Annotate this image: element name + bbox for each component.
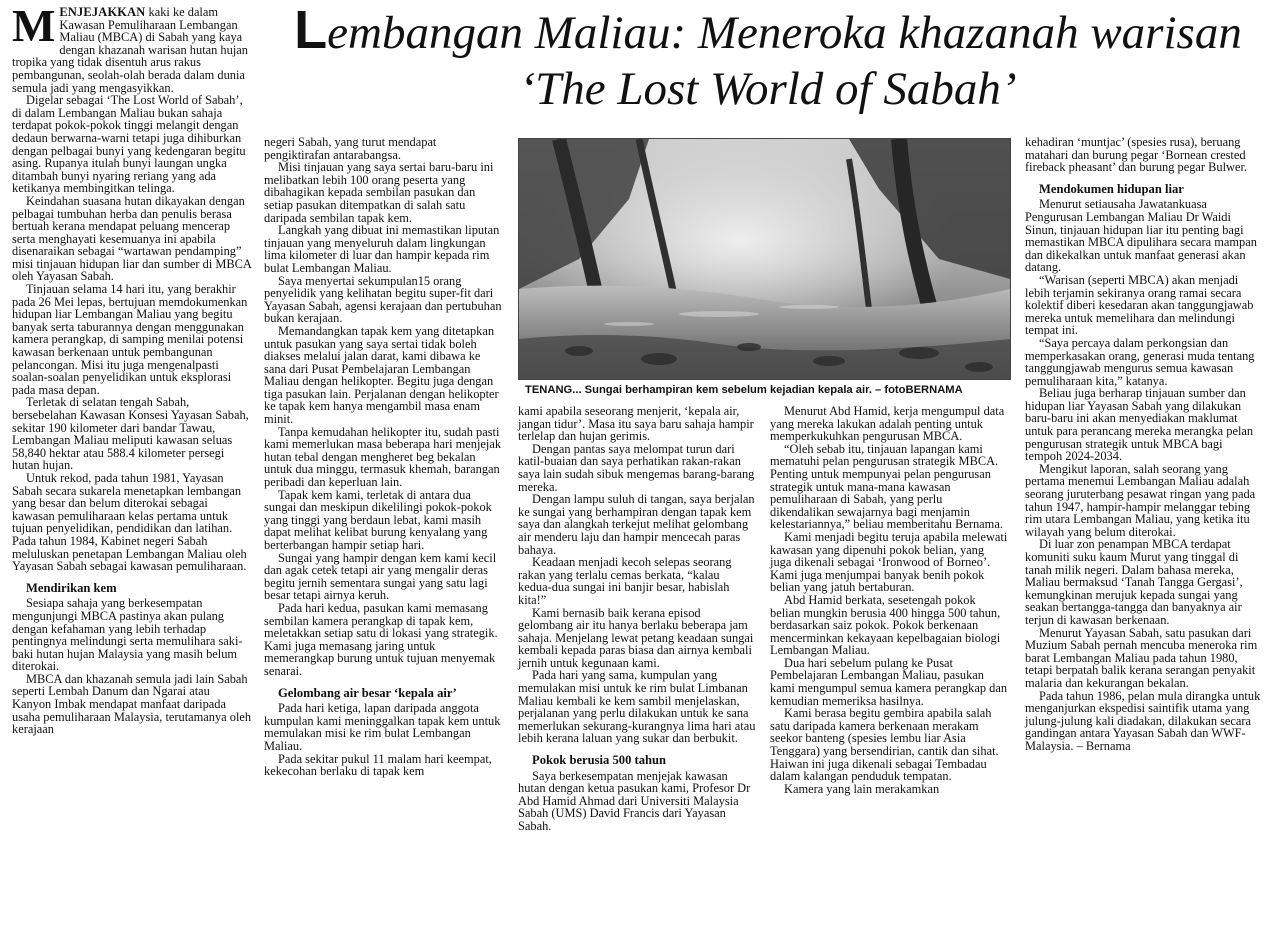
paragraph: “Oleh sebab itu, tinjauan lapangan kami mematuhi pelan pengurusan strategik MBCA. Penting untuk mempunyai pelan pengurusan strategik untuk mana-mana kawasan pemuliharaan di Sabah, yang perlu dikendalikan sewajarnya bagi menjamin kelestariannya,” beliau memberitahu Bernama. bbox=[770, 441, 1003, 532]
column-3 bbox=[518, 405, 756, 833]
subheading: Mendirikan kem bbox=[26, 580, 117, 595]
paragraph: Keadaan menjadi kecoh selepas seorang rakan yang terlalu cemas berkata, “kalau kedua-dua sungai ini banjir besar, habislah kita!” bbox=[518, 555, 732, 607]
paragraph: Kami berasa begitu gembira apabila salah satu daripada kamera berkenaan merakam seekor banteng (spesies lembu liar Asia Tenggara) yang bersendirian, cantik dan sihat. Haiwan ini juga dikenali sebagai Tembadau dalam kalangan penduduk tempatan. bbox=[770, 706, 999, 784]
column-5 bbox=[1025, 136, 1261, 753]
paragraph: Dua hari sebelum pulang ke Pusat Pembelajaran Lembangan Maliau, pasukan kami mengumpul semua kamera perangkap dan kemudian memeriksa hasilnya. bbox=[770, 655, 1008, 708]
paragraph: kehadiran ‘muntjac’ (spesies rusa), beruang matahari dan burung pegar ‘Bornean crested fireback pheasant’ dan burung pegar Bulwer. bbox=[1025, 135, 1248, 175]
paragraph: Pada hari ketiga, lapan daripada anggota kumpulan kami meninggalkan tapak kem untuk memulakan misi ke rim bulat Lembangan Maliau. bbox=[264, 701, 501, 753]
drop-cap: M bbox=[12, 0, 56, 51]
paragraph: Keindahan suasana hutan dikayakan dengan pelbagai tumbuhan herba dan penulis berasa bertuah kerana mendapat peluang mencerap serta menghayati kesemuanya ini apabila disenaraikan sebagai “wartawan pendamping” misi tinjauan hidupan liar dan sumber di MBCA oleh Yayasan Sabah. bbox=[12, 193, 252, 284]
paragraph: MBCA dan khazanah semula jadi lain Sabah seperti Lembah Danum dan Ngarai atau Kanyon Imbak mendapat manfaat daripada usaha pemuliharaan Malaysia, terutamanya oleh kerajaan bbox=[12, 671, 252, 737]
paragraph: Langkah yang dibuat ini memastikan liputan tinjauan yang menyeluruh dalam lingkungan lima kilometer di luar dan hampir kepada rim bulat Lembangan Maliau. bbox=[264, 223, 500, 275]
paragraph: Sesiapa sahaja yang berkesempatan mengunjungi MBCA pastinya akan pulang dengan kefahaman yang lebih terhadap pentingnya melindungi serta memulihara saki-baki hutan hujan Malaysia yang masih belum diterokai. bbox=[12, 596, 243, 674]
paragraph: Sungai yang hampir dengan kem kami kecil dan agak cetek tetapi air yang mengalir deras begitu jernih sementara sungai yang satu lagi besar tetapi airnya keruh. bbox=[264, 550, 497, 603]
paragraph: Kami menjadi begitu teruja apabila melewati kawasan yang dipenuhi pokok belian, yang juga dikenali sebagai ‘Ironwood of Borneo’. Kami juga menjumpai banyak benih pokok belian yang jatuh bertaburan. bbox=[770, 529, 1008, 595]
paragraph: Pada hari yang sama, kumpulan yang memulakan misi untuk ke rim bulat Limbanan Maliau kembali ke kem sambil menjelaskan, perjalanan yang perlu dilakukan untuk ke sana memerlukan sekurang-kurangnya lima hari atau lebih kerana laluan yang sukar dan berbukit. bbox=[518, 668, 756, 746]
headline bbox=[283, 2, 1253, 117]
subheading: Mendokumen hidupan liar bbox=[1039, 181, 1184, 196]
paragraph: Saya menyertai sekumpulan15 orang penyelidik yang kelihatan begitu super-fit dari Yayasan Sabah, agensi kerajaan dan pertubuhan bukan kerajaan. bbox=[264, 273, 502, 326]
paragraph: Pada tahun 1986, pelan mula dirangka untuk menganjurkan ekspedisi saintifik utama yang julung-julung kali diadakan, dilakukan secara gandingan antara Yayasan Sabah dan WWF-Malaysia. – Bernama bbox=[1025, 688, 1261, 753]
column-1 bbox=[12, 0, 252, 737]
paragraph: Terletak di selatan tengah Sabah, bersebelahan Kawasan Konsesi Yayasan Sabah, sekitar 190 kilometer dari bandar Tawau, Lembangan Maliau meliputi kawasan seluas 58,840 hektar atau 588.4 kilometer persegi hutan hujan. bbox=[12, 395, 249, 473]
paragraph: Misi tinjauan yang saya sertai baru-baru ini melibatkan lebih 100 orang peserta yang dibahagikan kepada sembilan pasukan dan setiap pasukan ditempatkan di salah satu daripada sembilan tapak kem. bbox=[264, 160, 494, 225]
paragraph: Beliau juga berharap tinjauan sumber dan hidupan liar Yayasan Sabah yang dilakukan baru-baru ini akan menyediakan maklumat untuk para perancang mereka merangka pelan pengurusan strategik untuk MBCA bagi tempoh 2024-2034. bbox=[1025, 386, 1254, 464]
paragraph: Kami bernasib baik kerana episod gelombang air itu hanya berlaku beberapa jam sahaja. Menjelang lewat petang keadaan sungai kembali kepada paras biasa dan airnya kembali jernih untuk kegunaan kami. bbox=[518, 605, 754, 670]
paragraph: Memandangkan tapak kem yang ditetapkan untuk pasukan yang saya sertai tidak boleh diakses melalui jalan darat, kami dibawa ke sana dari Pusat Pembelajaran Lembangan Maliau dengan helikopter. Begitu juga dengan tiga pasukan lain. Perjalanan dengan helikopter ke tapak kem hanya mengambil masa enam minit. bbox=[264, 323, 499, 427]
paragraph: Dengan lampu suluh di tangan, saya berjalan ke sungai yang berhampiran dengan tapak kem saya dan alangkah terkejut melihat gelombang air menderu laju dan hampir mencecah paras bahaya. bbox=[518, 492, 755, 557]
photo-caption: TENANG... Sungai berhampiran kem sebelum kejadian kepala air. – fotoBERNAMA bbox=[525, 384, 963, 396]
paragraph: Menurut Yayasan Sabah, satu pasukan dari Muzium Sabah pernah mencuba meneroka rim barat Lembangan Maliau pada tahun 1980, tetapi berpatah balik kerana serangan penyakit malaria dan kekurangan bekalan. bbox=[1025, 625, 1258, 690]
paragraph: Menurut Abd Hamid, kerja mengumpul data yang mereka lakukan adalah penting untuk memperkukuhkan pengurusan MBCA. bbox=[770, 404, 1005, 444]
lead-paragraph bbox=[12, 0, 252, 95]
paragraph: Untuk rekod, pada tahun 1981, Yayasan Sabah secara sukarela menetapkan lembangan yang besar dan belum diterokai sebagai kawasan pemuliharaan kelas pertama untuk tujuan penyelidikan, pendidikan dan latihan. Pada tahun 1984, Kabinet negeri Sabah meluluskan penetapan Lembangan Maliau oleh Yayasan Sabah sebagai kawasan pemuliharaan. bbox=[12, 470, 247, 574]
headline-text: embangan Maliau: Meneroka khazanah warisan ‘The Lost World of Sabah’ bbox=[327, 7, 1242, 115]
subheading: Gelombang air besar ‘kepala air’ bbox=[278, 685, 457, 700]
forest-river-image bbox=[519, 139, 1010, 379]
paragraph: Tapak kem kami, terletak di antara dua sungai dan meskipun dikelilingi pokok-pokok yang tinggi yang berdaun lebat, kami masih dapat melihat kelibat burung kenyalang yang berterbangan hampir setiap hari. bbox=[264, 487, 492, 552]
paragraph: Pada hari kedua, pasukan kami memasang sembilan kamera perangkap di tapak kem, meletakkan setiap satu di lokasi yang strategik. Kami juga memasang jaring untuk memerangkap burung untuk tujuan menyemak senarai. bbox=[264, 600, 498, 678]
paragraph: “Saya percaya dalam perkongsian dan memperkasakan orang, generasi muda tentang tanggungjawab mengurus semua kawasan pemuliharaan kita,” katanya. bbox=[1025, 335, 1255, 388]
paragraph: Saya berkesempatan menjejak kawasan hutan dengan ketua pasukan kami, Profesor Dr Abd Hamid Ahmad dari Universiti Malaysia Sabah (UMS) David Francis dari Yayasan Sabah. bbox=[518, 768, 751, 833]
paragraph: Digelar sebagai ‘The Lost World of Sabah’, di dalam Lembangan Maliau bukan sahaja terdapat pokok-pokok tinggi melangit dengan dedaun berwarna-warni tetapi juga dihiburkan dengan pelbagai bunyi yang kedengaran begitu asing. Rupanya itulah bunyi laungan ungka ditambah bunyi nyaring reriang yang ada ketikanya membingitkan telinga. bbox=[12, 93, 246, 196]
paragraph: kami apabila seseorang menjerit, ‘kepala air, jangan tidur’. Masa itu saya baru sahaja hampir terlelap dan hujan gerimis. bbox=[518, 404, 754, 444]
lead-text: kaki ke dalam Kawasan Pemuliharaan Lembangan Maliau (MBCA) di Sabah yang kaya dengan khazanah warisan hutan hujan tropika yang tidak disentuh arus rakus pembangunan, seolah-olah berada dalam dunia semula jadi yang mengasyikkan. bbox=[12, 5, 248, 95]
paragraph: negeri Sabah, yang turut mendapat pengiktirafan antarabangsa. bbox=[264, 135, 437, 162]
paragraph: Di luar zon penampan MBCA terdapat komuniti suku kaum Murut yang tinggal di tanah milik negeri. Dalam bahasa mereka, Maliau bermaksud ‘Tanah Tangga Gergasi’, kemungkinan merujuk kepada sungai yang seakan bertangga-tangga dan banyaknya air terjun di kawasan berkenaan. bbox=[1025, 537, 1243, 627]
column-4 bbox=[770, 405, 1008, 795]
paragraph: Menurut setiausaha Jawatankuasa Pengurusan Lembangan Maliau Dr Waidi Sinun, tinjauan hidupan liar itu penting bagi memastikan MBCA dipulihara secara mampan dan dikekalkan untuk manfaat generasi akan datang. bbox=[1025, 197, 1257, 275]
paragraph: Mengikut laporan, salah seorang yang pertama menemui Lembangan Maliau adalah seorang juruterbang pesawat ringan yang pada tahun 1947, hampir-hampir melanggar tebing rim utara Lembangan Maliau, yang ketika itu wilayah yang belum diterokai. bbox=[1025, 461, 1256, 539]
paragraph: Abd Hamid berkata, sesetengah pokok belian mungkin berusia 400 hingga 500 tahun, berdasarkan saiz pokok. Pokok berkenaan mencerminkan kekayaan kepelbagaian biologi Lembangan Maliau. bbox=[770, 592, 1001, 658]
subheading: Pokok berusia 500 tahun bbox=[532, 753, 667, 768]
paragraph: Dengan pantas saya melompat turun dari katil-buaian dan saya perhatikan rakan-rakan saya lain sudah sibuk mengemas barang-barang mereka. bbox=[518, 441, 755, 494]
column-2 bbox=[264, 136, 502, 778]
headline-initial: L bbox=[294, 0, 328, 60]
paragraph: Pada sekitar pukul 11 malam hari keempat, kekecohan berlaku di tapak kem bbox=[264, 751, 492, 779]
paragraph: Tanpa kemudahan helikopter itu, sudah pasti kami memerlukan masa beberapa hari menjejak hutan tebal dengan mengheret beg bekalan untuk dua minggu, termasuk khemah, barangan peribadi dan keperluan lain. bbox=[264, 424, 502, 490]
river-photo bbox=[518, 138, 1011, 380]
paragraph: Tinjauan selama 14 hari itu, yang berakhir pada 26 Mei lepas, bertujuan memdokumenkan hidupan liar Lembangan Maliau yang begitu banyak serta taburannya dengan menggunakan kamera perangkap, di samping menilai potensi kawasan berkenaan untuk pembangunan pelancongan. Misi itu juga mengenalpasti soalan-soalan penyelidikan untuk eksplorasi pada masa depan. bbox=[12, 282, 248, 397]
paragraph: Kamera yang lain merakamkan bbox=[784, 781, 940, 796]
lead-caps: ENJEJAKKAN bbox=[59, 5, 146, 19]
paragraph: “Warisan (seperti MBCA) akan menjadi lebih terjamin sekiranya orang ramai secara kolektif diberi kesedaran akan tanggungjawab mereka untuk memelihara dan melindungi tempat ini. bbox=[1025, 272, 1254, 338]
